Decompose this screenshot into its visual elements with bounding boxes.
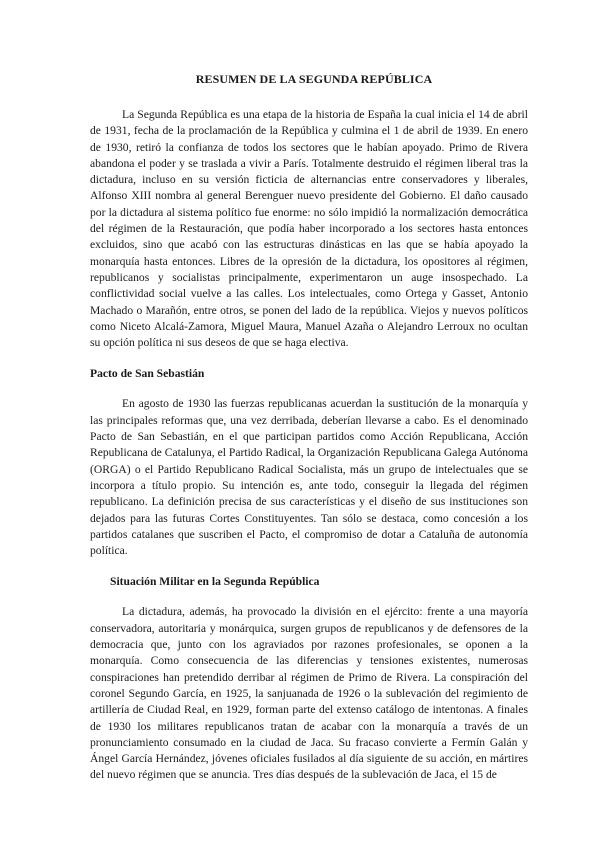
section-heading-situacion-militar: Situación Militar en la Segunda República xyxy=(110,575,320,589)
section-paragraph-pacto: En agosto de 1930 las fuerzas republicanas acuerdan la sustitución de la monarquía y las principales reformas que, una vez derribada, deberían llevarse a cabo. Es el denominado Pacto de San Sebastián, en el que participan partidos como Acción Republicana, Acción Republicana de Catalunya, el Partido Radical, la Organización Republicana Galega Autónoma (ORGA) o el Partido Republicano Radical Socialista, más un grupo de intelectuales que se incorpora a título propio. Su intención es, ante todo, conseguir la llegada del régimen republicano. La definición precisa de sus características y el diseño de sus instituciones son dejados para las futuras Cortes Constituyentes. Tan sólo se destaca, como concesión a los partidos catalanes que suscriben el Pacto, el compromiso de dotar a Cataluña de autonomía política. xyxy=(90,397,528,558)
section-heading-pacto: Pacto de San Sebastián xyxy=(90,367,205,381)
section-paragraph-situacion-militar: La dictadura, además, ha provocado la división en el ejército: frente a una mayoría conservadora, autoritaria y monárquica, surgen grupos de republicanos y de defensores de la democracia que, junto con los agraviados por razones profesionales, se oponen a la monarquía. Como consecuencia de las diferencias y tensiones existentes, numerosas conspiraciones han pretendido derribar al régimen de Primo de Rivera. La conspiración del coronel Segundo García, en 1925, la sanjuanada de 1926 o la sublevación del regimiento de artillería de Ciudad Real, en 1929, forman parte del extenso catálogo de intentonas. A finales de 1930 los militares republicanos tratan de acabar con la monarquía a través de un pronunciamiento consumado en la ciudad de Jaca. Su fracaso convierte a Fermín Galán y Ángel García Hernández, jóvenes oficiales fusilados al día siguiente de su acción, en mártires del nuevo régimen que se anuncia. Tres días después de la sublevación de Jaca, el 15 de xyxy=(90,605,528,782)
document-title: RESUMEN DE LA SEGUNDA REPÚBLICA xyxy=(195,72,433,86)
document-body xyxy=(90,72,528,784)
intro-paragraph: La Segunda República es una etapa de la historia de España la cual inicia el 14 de abril de 1931, fecha de la proclamación de la República y culmina el 1 de abril de 1939. En enero de 1930, retiró la confianza de todos los sectores que le habían apoyado. Primo de Rivera abandona el poder y se traslada a vivir a París. Totalmente destruido el régimen liberal tras la dictadura, incluso en su versión ficticia de alternancias entre conservadores y liberales, Alfonso XIII nombra al general Berenguer nuevo presidente del Gobierno. El daño causado por la dictadura al sistema político fue enorme: no sólo impidió la normalización democrática del régimen de la Restauración, que podía haber incorporado a los sectores hasta entonces excluidos, sino que acabó con las estructuras dinásticas en las que se había apoyado la monarquía hasta entonces. Libres de la opresión de la dictadura, los opositores al régimen, republicanos y socialistas principalmente, experimentaron un auge insospechado. La conflictividad social vuelve a las calles. Los intelectuales, como Ortega y Gasset, Antonio Machado o Marañón, entre otros, se ponen del lado de la república. Viejos y nuevos políticos como Niceto Alcalá-Zamora, Miguel Maura, Manuel Azaña o Alejandro Lerroux no ocultan su opción política ni sus deseos de que se haga electiva. xyxy=(90,108,528,350)
